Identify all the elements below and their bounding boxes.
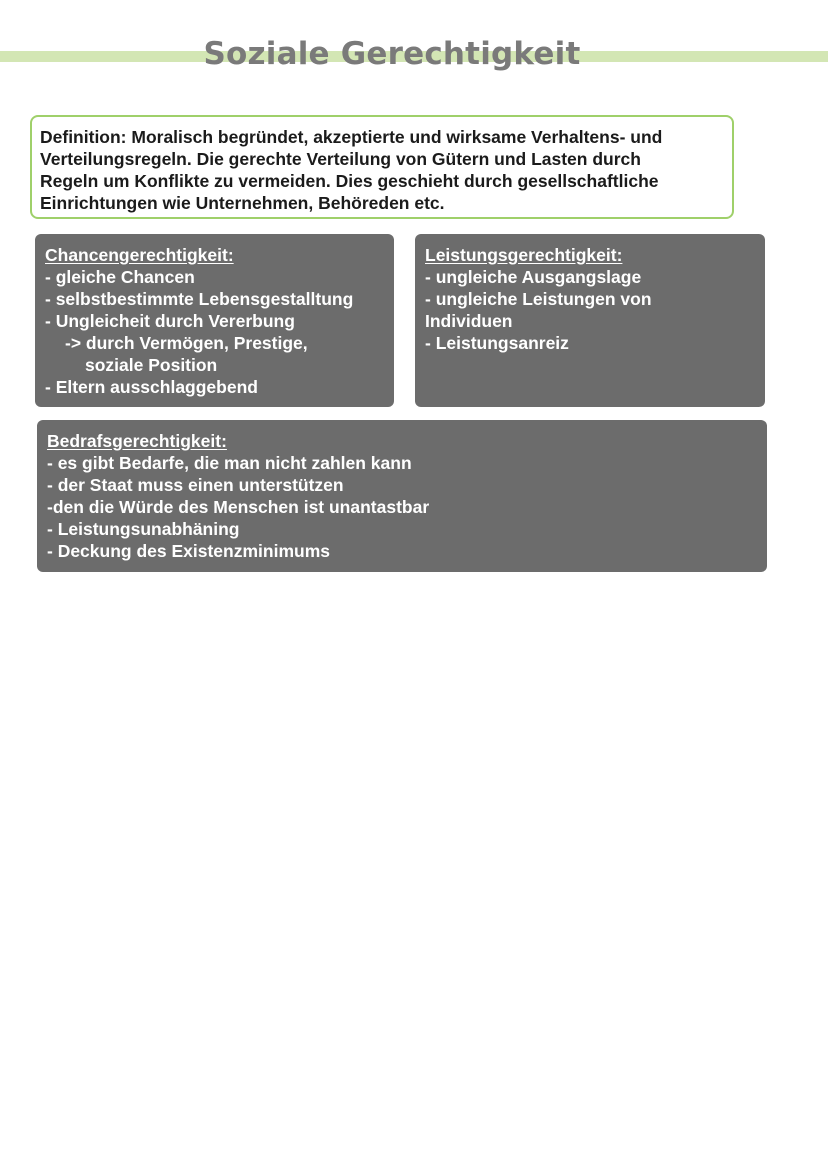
definition-box	[30, 115, 734, 219]
list-item: - Ungleicheit durch Vererbung	[45, 311, 295, 331]
leistungsgerechtigkeit-card	[415, 234, 765, 407]
chancengerechtigkeit-card	[35, 234, 394, 407]
list-item: -den die Würde des Menschen ist unantastbar	[47, 497, 430, 517]
list-item: - es gibt Bedarfe, die man nicht zahlen kann	[47, 453, 412, 473]
list-item: - ungleiche Leistungen von	[425, 289, 652, 309]
list-item: - ungleiche Ausgangslage	[425, 267, 642, 287]
list-item: - gleiche Chancen	[45, 267, 195, 287]
definition-line: Verteilungsregeln. Die gerechte Verteilung von Gütern und Lasten durch	[40, 149, 641, 169]
list-item: - Deckung des Existenzminimums	[47, 541, 330, 561]
card-title-bedarf: Bedrafsgerechtigkeit:	[47, 431, 227, 451]
list-item: Individuen	[425, 311, 513, 331]
card-title-leistung: Leistungsgerechtigkeit:	[425, 245, 623, 265]
bedarfsgerechtigkeit-card	[37, 420, 767, 572]
definition-line: Definition: Moralisch begründet, akzeptierte und wirksame Verhaltens- und	[40, 127, 663, 147]
definition-line: Regeln um Konflikte zu vermeiden. Dies geschieht durch gesellschaftliche	[40, 171, 659, 191]
definition-line: Einrichtungen wie Unternehmen, Behöreden etc.	[40, 193, 445, 213]
list-item: -> durch Vermögen, Prestige,	[65, 333, 308, 353]
page-title: Soziale Gerechtigkeit	[203, 36, 581, 72]
card-title-chancen: Chancengerechtigkeit:	[45, 245, 234, 265]
list-item: - der Staat muss einen unterstützen	[47, 475, 344, 495]
list-item: - Leistungsunabhäning	[47, 519, 240, 539]
list-item: - selbstbestimmte Lebensgestalltung	[45, 289, 354, 309]
list-item: soziale Position	[85, 355, 218, 375]
definition-text	[40, 126, 724, 214]
list-item: - Leistungsanreiz	[425, 333, 569, 353]
list-item: - Eltern ausschlaggebend	[45, 377, 258, 397]
